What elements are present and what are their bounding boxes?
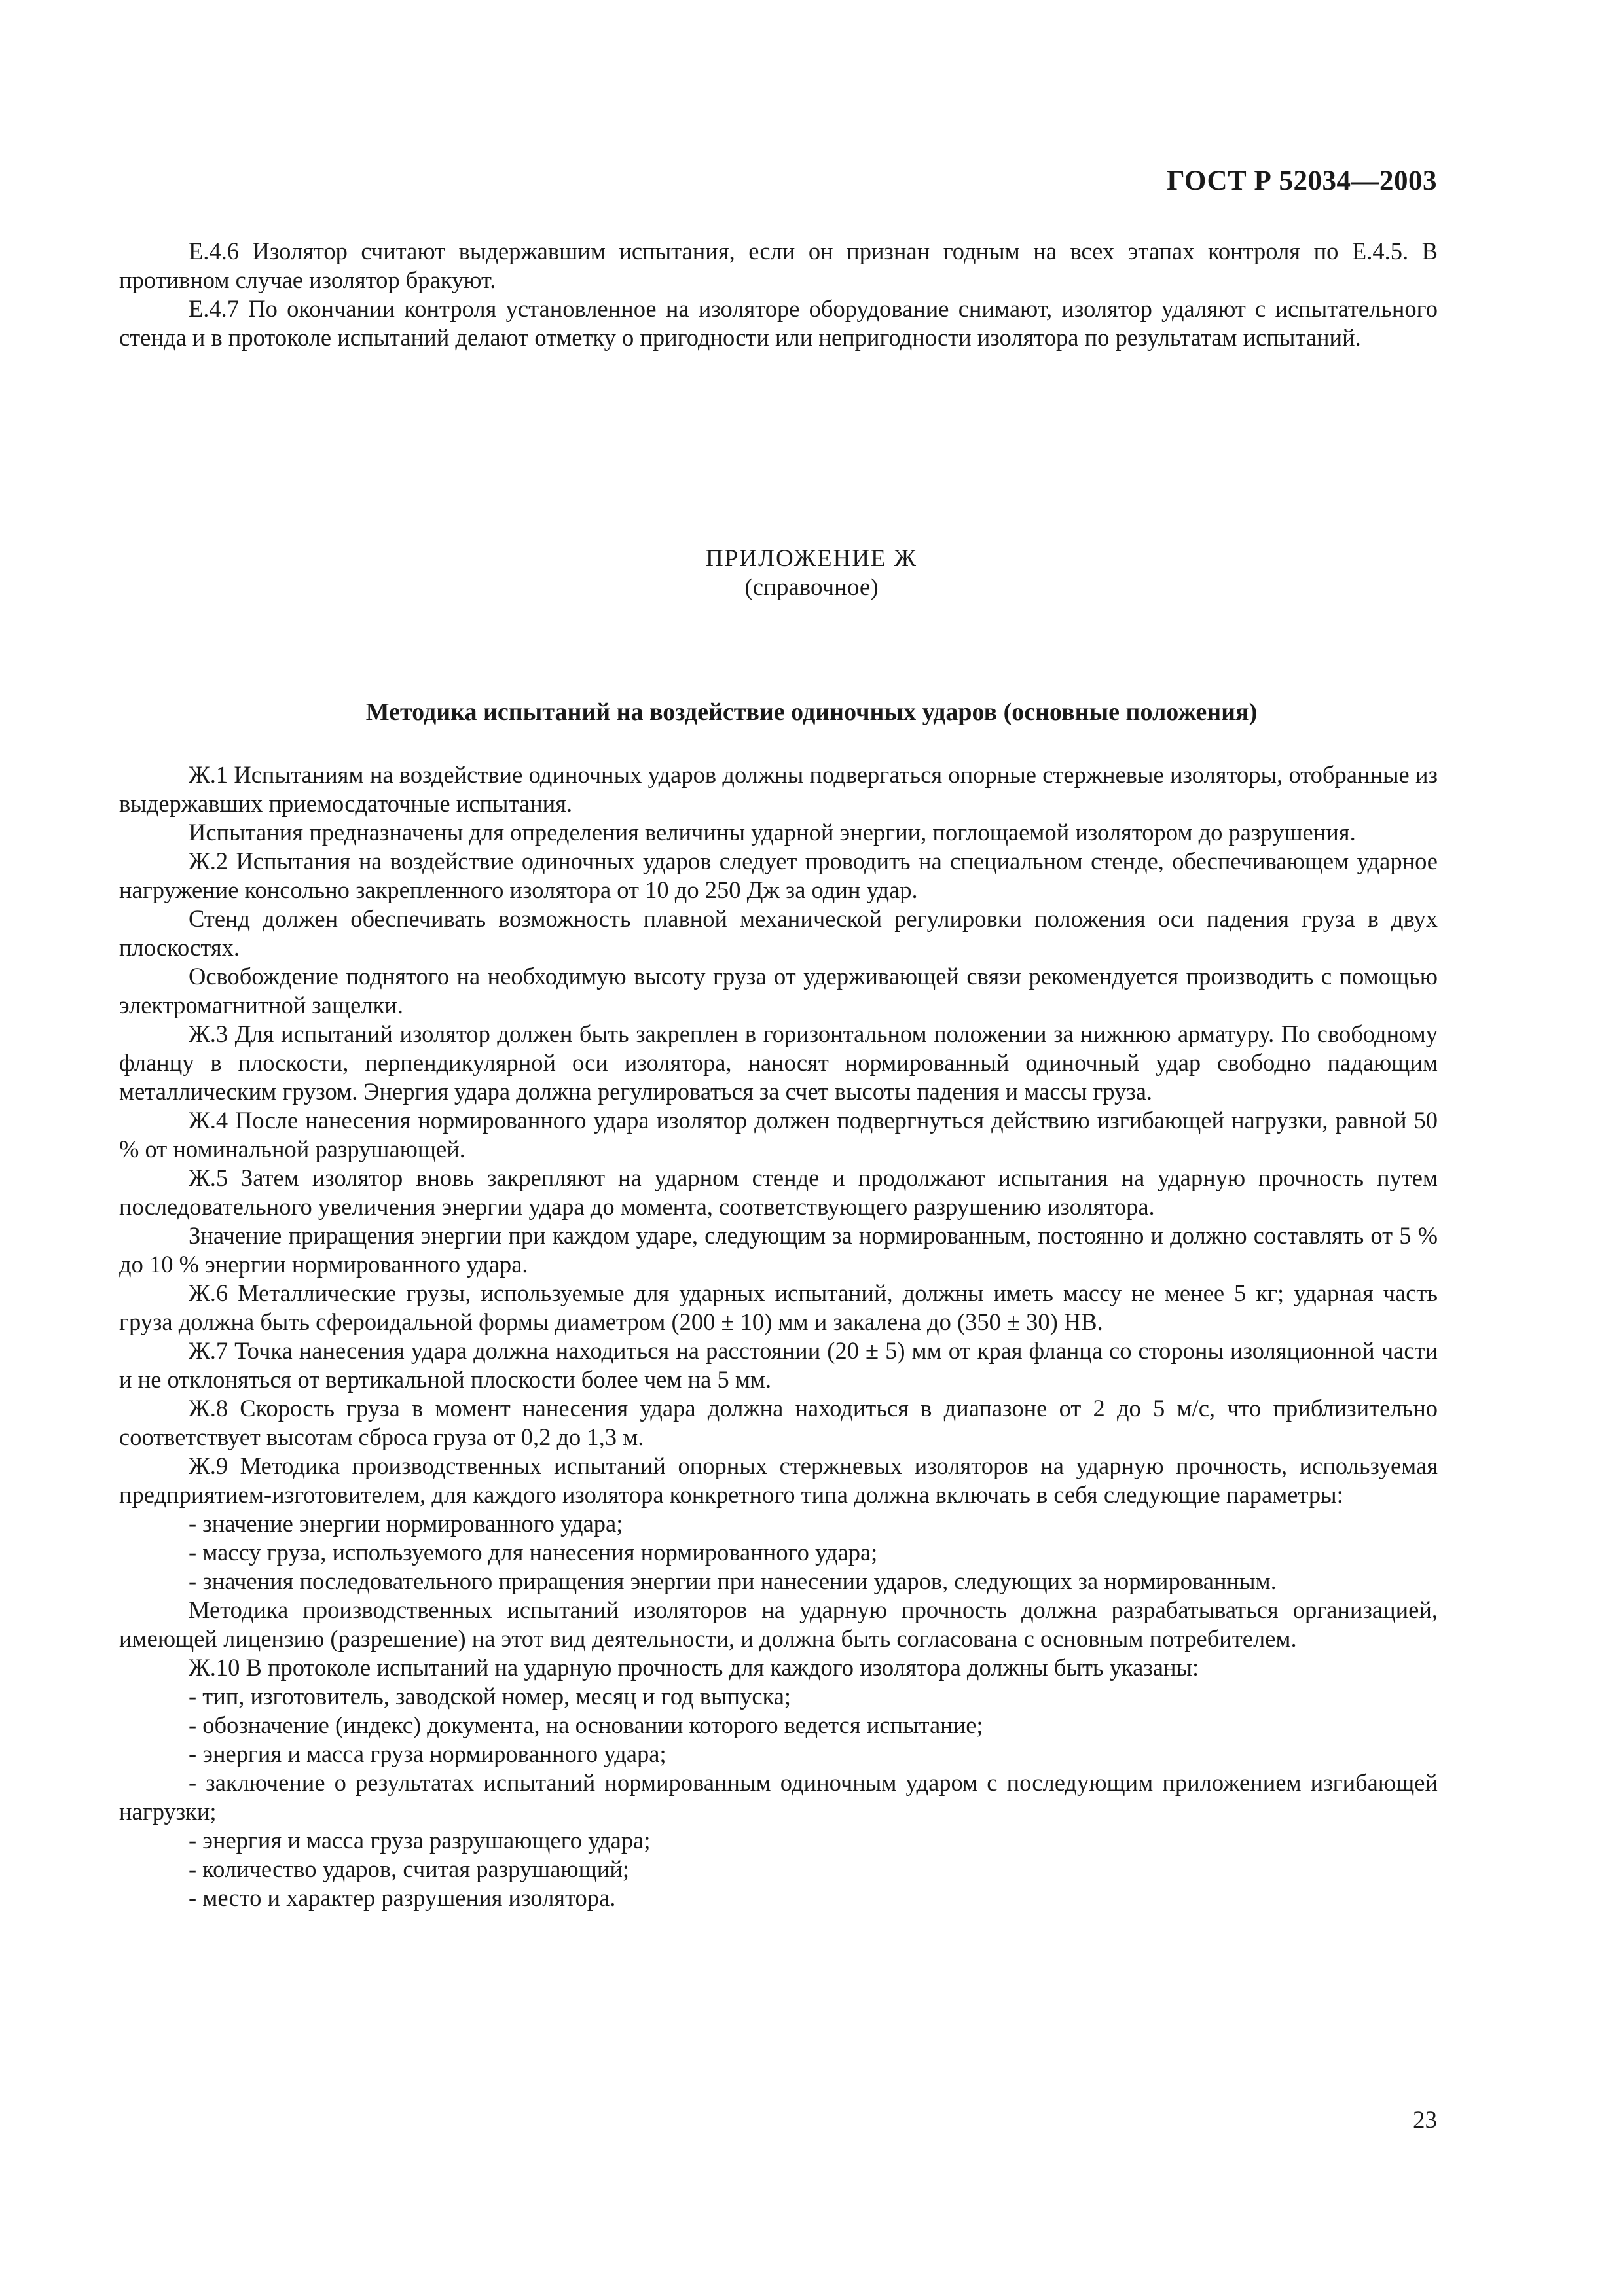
paragraph: Ж.2 Испытания на воздействие одиночных ударов следует проводить на специальном стенде, обеспечивающем ударное нагружение консольно закрепленного изолятора от 10 до 250 Дж за один удар. bbox=[119, 848, 1438, 903]
appendix-heading bbox=[0, 545, 1623, 602]
paragraph: Методика производственных испытаний изоляторов на ударную прочность должна разрабатываться организацией, имеющей лицензию (разрешение) на этот вид деятельности, и должна быть согласована с основным потребителем. bbox=[119, 1596, 1438, 1652]
paragraph: Ж.7 Точка нанесения удара должна находиться на расстоянии (20 ± 5) мм от края фланца со стороны изоляционной части и не отклоняться от вертикальной плоскости более чем на 5 мм. bbox=[119, 1337, 1438, 1393]
list-item: - количество ударов, считая разрушающий; bbox=[189, 1856, 630, 1882]
paragraph: Освобождение поднятого на необходимую высоту груза от удерживающей связи рекомендуется производить с помощью электромагнитной защелки. bbox=[119, 963, 1438, 1018]
list-item: - массу груза, используемого для нанесения нормированного удара; bbox=[189, 1539, 878, 1566]
list-item: - обозначение (индекс) документа, на основании которого ведется испытание; bbox=[189, 1712, 983, 1738]
paragraph-e47: Е.4.7 По окончании контроля установленное на изоляторе оборудование снимают, изолятор удаляют с испытательного стенда и в протоколе испытаний делают отметку о пригодности или непригодности изолятора по результатам испытаний. bbox=[119, 295, 1438, 351]
document-code: ГОСТ Р 52034—2003 bbox=[1167, 166, 1437, 196]
paragraph: Ж.9 Методика производственных испытаний опорных стержневых изоляторов на ударную прочность, используемая предприятием-изготовителем, для каждого изолятора конкретного типа должна включать в себя следующие параметры: bbox=[119, 1452, 1438, 1508]
paragraph: Ж.4 После нанесения нормированного удара изолятор должен подвергнуться действию изгибающей нагрузки, равной 50 % от номинальной разрушающей. bbox=[119, 1107, 1438, 1162]
appendix-title: ПРИЛОЖЕНИЕ Ж bbox=[705, 545, 918, 572]
paragraph: Ж.5 Затем изолятор вновь закрепляют на ударном стенде и продолжают испытания на ударную прочность путем последовательного увеличения энергии удара до момента, соответствующего разрушению изолятора. bbox=[119, 1164, 1438, 1220]
section-title: Методика испытаний на воздействие одиночных ударов (основные положения) bbox=[365, 698, 1258, 726]
paragraph-e46: Е.4.6 Изолятор считают выдержавшим испытания, если он признан годным на всех этапах контроля по Е.4.5. В противном случае изолятор бракуют. bbox=[119, 238, 1438, 293]
paragraph: Испытания предназначены для определения величины ударной энергии, поглощаемой изолятором до разрушения. bbox=[189, 819, 1356, 846]
list-item: - место и характер разрушения изолятора. bbox=[189, 1884, 616, 1911]
paragraph: Стенд должен обеспечивать возможность плавной механической регулировки положения оси падения груза в двух плоскостях. bbox=[119, 905, 1438, 961]
list-item: - энергия и масса груза разрушающего удара; bbox=[189, 1827, 651, 1854]
top-section bbox=[119, 237, 1438, 352]
appendix-subtitle: (справочное) bbox=[744, 574, 879, 601]
main-text bbox=[119, 761, 1438, 1912]
list-item: - тип, изготовитель, заводской номер, месяц и год выпуска; bbox=[189, 1683, 792, 1710]
list-item: - энергия и масса груза нормированного удара; bbox=[189, 1740, 666, 1767]
paragraph: Значение приращения энергии при каждом ударе, следующим за нормированным, постоянно и должно составлять от 5 % до 10 % энергии нормированного удара. bbox=[119, 1222, 1438, 1278]
list-item: - значения последовательного приращения энергии при нанесении ударов, следующих за нормированным. bbox=[189, 1568, 1277, 1594]
paragraph: Ж.1 Испытаниям на воздействие одиночных ударов должны подвергаться опорные стержневые изоляторы, отобранные из выдержавших приемосдаточные испытания. bbox=[119, 761, 1438, 817]
list-item: - заключение о результатах испытаний нормированным одиночным ударом с последующим приложением изгибающей нагрузки; bbox=[119, 1769, 1438, 1825]
paragraph: Ж.6 Металлические грузы, используемые для ударных испытаний, должны иметь массу не менее 5 кг; ударная часть груза должна быть сфероидальной формы диаметром (200 ± 10) мм и закалена до (350 ± 30) НВ. bbox=[119, 1280, 1438, 1335]
page-number: 23 bbox=[1413, 2107, 1437, 2134]
list-item: - значение энергии нормированного удара; bbox=[189, 1510, 623, 1537]
paragraph: Ж.10 В протоколе испытаний на ударную прочность для каждого изолятора должны быть указаны: bbox=[189, 1654, 1199, 1681]
paragraph: Ж.8 Скорость груза в момент нанесения удара должна находиться в диапазоне от 2 до 5 м/с, что приблизительно соответствует высотам сброса груза от 0,2 до 1,3 м. bbox=[119, 1395, 1438, 1450]
paragraph: Ж.3 Для испытаний изолятор должен быть закреплен в горизонтальном положении за нижнюю арматуру. По свободному фланцу в плоскости, перпендикулярной оси изолятора, наносят нормированный одиночный удар свободно падающим металлическим грузом. Энергия удара должна регулироваться за счет высоты падения и массы груза. bbox=[119, 1020, 1438, 1105]
